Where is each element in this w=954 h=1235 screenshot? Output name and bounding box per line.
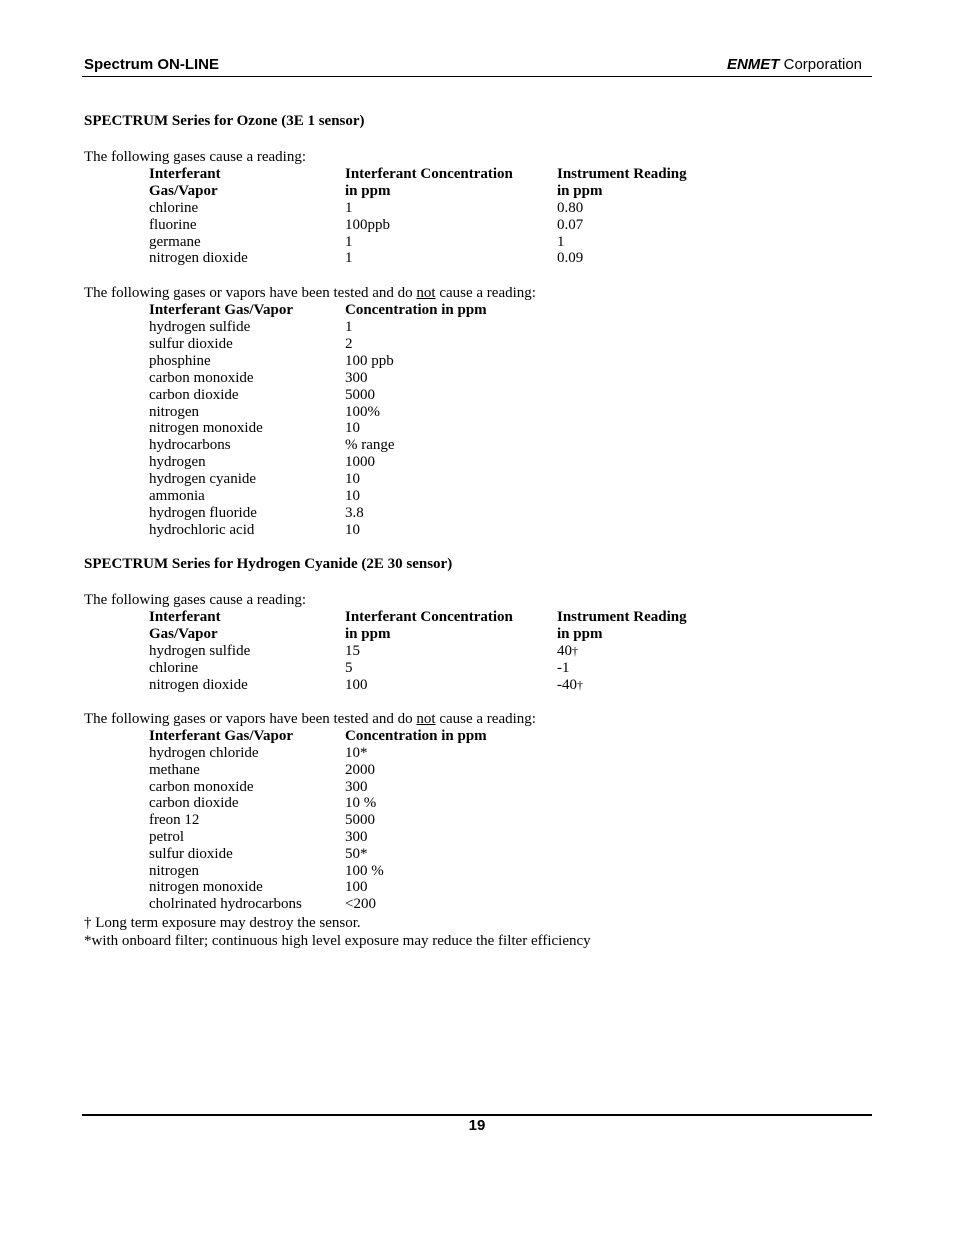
cyanide-no-row-gas: carbon dioxide bbox=[149, 795, 239, 812]
ozone-no-row-conc: 5000 bbox=[345, 386, 375, 403]
cyanide-no-row-conc: 5000 bbox=[345, 812, 375, 829]
cyanide-no-row-gas: hydrogen chloride bbox=[149, 745, 259, 761]
cyanide-cause-row-reading-mark: † bbox=[577, 677, 583, 692]
ozone-no-row-gas: hydrogen fluoride bbox=[149, 504, 257, 521]
cyanide-cause-row-reading-value: -1 bbox=[557, 659, 570, 676]
ozone-cause-row-reading-value: 0.80 bbox=[557, 200, 584, 216]
ozone-no-row-conc: % range bbox=[345, 437, 395, 454]
ozone-cause-header-reading-1: Instrument Reading bbox=[557, 166, 687, 182]
cyanide-cause-row-conc: 15 bbox=[345, 643, 360, 659]
cyanide-no-row-conc: 10 % bbox=[345, 795, 377, 812]
page-number: 19 bbox=[468, 1117, 486, 1134]
cyanide-no-header-conc: Concentration in ppm bbox=[345, 728, 487, 744]
ozone-no-header-gas: Interferant Gas/Vapor bbox=[149, 302, 294, 318]
ozone-cause-row-reading-value: 0.07 bbox=[557, 216, 584, 233]
ozone-no-row-gas: hydrogen cyanide bbox=[149, 471, 257, 488]
cyanide-cause-row-gas: chlorine bbox=[149, 659, 199, 676]
ozone-cause-row-conc: 1 bbox=[345, 200, 353, 216]
header-company bbox=[727, 56, 862, 73]
cyanide-section-title: SPECTRUM Series for Hydrogen Cyanide (2E 30 sensor) bbox=[84, 556, 453, 572]
cyanide-no-row-conc: 300 bbox=[345, 829, 368, 845]
header-title: Spectrum ON-LINE bbox=[84, 56, 220, 73]
ozone-no-row-gas: phosphine bbox=[149, 352, 211, 369]
footnote-star: *with onboard filter; continuous high level exposure may reduce the filter efficiency bbox=[84, 933, 591, 949]
cyanide-no-row-conc: 300 bbox=[345, 778, 368, 795]
cyanide-no-row-gas: methane bbox=[149, 761, 200, 778]
ozone-cause-row-reading bbox=[557, 217, 583, 234]
ozone-section-title: SPECTRUM Series for Ozone (3E 1 sensor) bbox=[84, 113, 365, 129]
header-rule bbox=[82, 76, 872, 77]
header-company-brand: ENMET bbox=[726, 56, 780, 73]
ozone-cause-row-reading-value: 0.09 bbox=[557, 250, 584, 267]
ozone-cause-row-conc: 100ppb bbox=[345, 216, 390, 233]
ozone-no-row-gas: hydrochloric acid bbox=[149, 521, 255, 538]
ozone-cause-row-conc: 1 bbox=[345, 250, 353, 267]
ozone-cause-header-gas-1: Interferant bbox=[149, 166, 221, 182]
cyanide-cause-row-reading bbox=[557, 660, 570, 677]
ozone-cause-row-reading bbox=[557, 234, 565, 251]
cyanide-cause-row-conc: 100 bbox=[345, 676, 368, 693]
cyanide-cause-row-reading-value: 40 bbox=[557, 643, 572, 659]
cyanide-no-row-gas: sulfur dioxide bbox=[149, 845, 233, 862]
ozone-cause-row-gas: fluorine bbox=[149, 216, 197, 233]
ozone-no-row-gas: hydrogen sulfide bbox=[149, 319, 251, 335]
ozone-no-intro-post: cause a reading: bbox=[435, 285, 536, 301]
cyanide-cause-row-gas: nitrogen dioxide bbox=[149, 676, 248, 693]
cyanide-no-row-conc: 2000 bbox=[345, 761, 375, 778]
cyanide-no-row-conc: 100 % bbox=[345, 862, 384, 879]
cyanide-no-row-gas: freon 12 bbox=[149, 812, 200, 829]
cyanide-cause-row-reading bbox=[557, 677, 583, 694]
ozone-no-row-conc: 10 bbox=[345, 471, 360, 488]
cyanide-cause-header-conc-2: in ppm bbox=[345, 626, 391, 642]
ozone-cause-header-reading-2: in ppm bbox=[557, 183, 603, 199]
ozone-no-row-conc: 3.8 bbox=[345, 504, 364, 521]
cyanide-cause-header-reading-2: in ppm bbox=[557, 626, 603, 642]
ozone-no-row-conc: 1000 bbox=[345, 454, 375, 471]
ozone-cause-row-conc: 1 bbox=[345, 233, 353, 250]
cyanide-cause-row-reading bbox=[557, 643, 578, 660]
cyanide-no-intro-not: not bbox=[416, 711, 436, 727]
cyanide-no-row-gas: carbon monoxide bbox=[149, 778, 254, 795]
ozone-no-row-conc: 10 bbox=[345, 521, 360, 538]
cyanide-cause-header-conc-1: Interferant Concentration bbox=[345, 609, 513, 625]
ozone-no-row-conc: 100 ppb bbox=[345, 352, 394, 369]
cyanide-no-row-gas: nitrogen monoxide bbox=[149, 879, 263, 896]
ozone-cause-header-gas-2: Gas/Vapor bbox=[149, 183, 218, 199]
cyanide-cause-header-gas-2: Gas/Vapor bbox=[149, 626, 218, 642]
cyanide-no-row-conc: 50* bbox=[345, 845, 368, 862]
cyanide-no-intro bbox=[84, 711, 536, 728]
cyanide-cause-intro: The following gases cause a reading: bbox=[84, 592, 307, 608]
ozone-cause-intro: The following gases cause a reading: bbox=[84, 149, 307, 165]
ozone-no-intro bbox=[84, 285, 536, 302]
ozone-cause-row-reading-value: 1 bbox=[557, 233, 565, 250]
cyanide-cause-row-reading-mark: † bbox=[572, 644, 578, 658]
ozone-cause-row-gas: germane bbox=[149, 233, 201, 250]
ozone-no-row-gas: nitrogen bbox=[149, 403, 199, 420]
ozone-no-row-gas: carbon dioxide bbox=[149, 386, 239, 403]
ozone-no-row-conc: 2 bbox=[345, 335, 353, 352]
cyanide-no-row-gas: cholrinated hydrocarbons bbox=[149, 896, 302, 913]
cyanide-cause-header-reading-1: Instrument Reading bbox=[557, 609, 687, 625]
ozone-no-row-gas: hydrocarbons bbox=[149, 437, 231, 454]
cyanide-no-intro-post: cause a reading: bbox=[435, 711, 536, 727]
ozone-no-row-gas: carbon monoxide bbox=[149, 369, 254, 386]
cyanide-no-row-conc: <200 bbox=[345, 896, 376, 913]
cyanide-no-row-gas: nitrogen bbox=[149, 862, 199, 879]
ozone-no-header-conc: Concentration in ppm bbox=[345, 302, 487, 318]
ozone-no-row-conc: 100% bbox=[345, 403, 380, 420]
cyanide-no-row-conc: 10* bbox=[345, 745, 368, 761]
ozone-cause-header-conc-1: Interferant Concentration bbox=[345, 166, 513, 182]
cyanide-cause-header-gas-1: Interferant bbox=[149, 609, 221, 625]
ozone-cause-row-reading bbox=[557, 250, 583, 267]
ozone-no-row-gas: nitrogen monoxide bbox=[149, 420, 263, 437]
cyanide-cause-row-conc: 5 bbox=[345, 659, 353, 676]
cyanide-no-header-gas: Interferant Gas/Vapor bbox=[149, 728, 294, 744]
cyanide-no-intro-pre: The following gases or vapors have been tested and do bbox=[84, 711, 417, 727]
ozone-no-row-conc: 1 bbox=[345, 319, 353, 335]
ozone-cause-header-conc-2: in ppm bbox=[345, 183, 391, 199]
ozone-no-intro-not: not bbox=[416, 285, 436, 301]
footer-rule bbox=[82, 1114, 872, 1116]
header-company-suffix: Corporation bbox=[779, 56, 862, 73]
ozone-no-row-conc: 300 bbox=[345, 369, 368, 386]
ozone-no-row-conc: 10 bbox=[345, 488, 360, 504]
ozone-no-row-conc: 10 bbox=[345, 420, 360, 437]
cyanide-no-row-gas: petrol bbox=[149, 829, 184, 845]
ozone-cause-row-gas: chlorine bbox=[149, 200, 199, 216]
ozone-no-row-gas: hydrogen bbox=[149, 454, 206, 471]
cyanide-cause-row-reading-value: -40 bbox=[557, 676, 577, 693]
ozone-cause-row-reading bbox=[557, 200, 583, 217]
ozone-cause-row-gas: nitrogen dioxide bbox=[149, 250, 248, 267]
ozone-no-row-gas: ammonia bbox=[149, 488, 205, 504]
cyanide-no-row-conc: 100 bbox=[345, 879, 368, 896]
ozone-no-row-gas: sulfur dioxide bbox=[149, 335, 233, 352]
cyanide-cause-row-gas: hydrogen sulfide bbox=[149, 643, 251, 659]
footnote-dagger: † Long term exposure may destroy the sensor. bbox=[84, 915, 361, 931]
ozone-no-intro-pre: The following gases or vapors have been tested and do bbox=[84, 285, 417, 301]
